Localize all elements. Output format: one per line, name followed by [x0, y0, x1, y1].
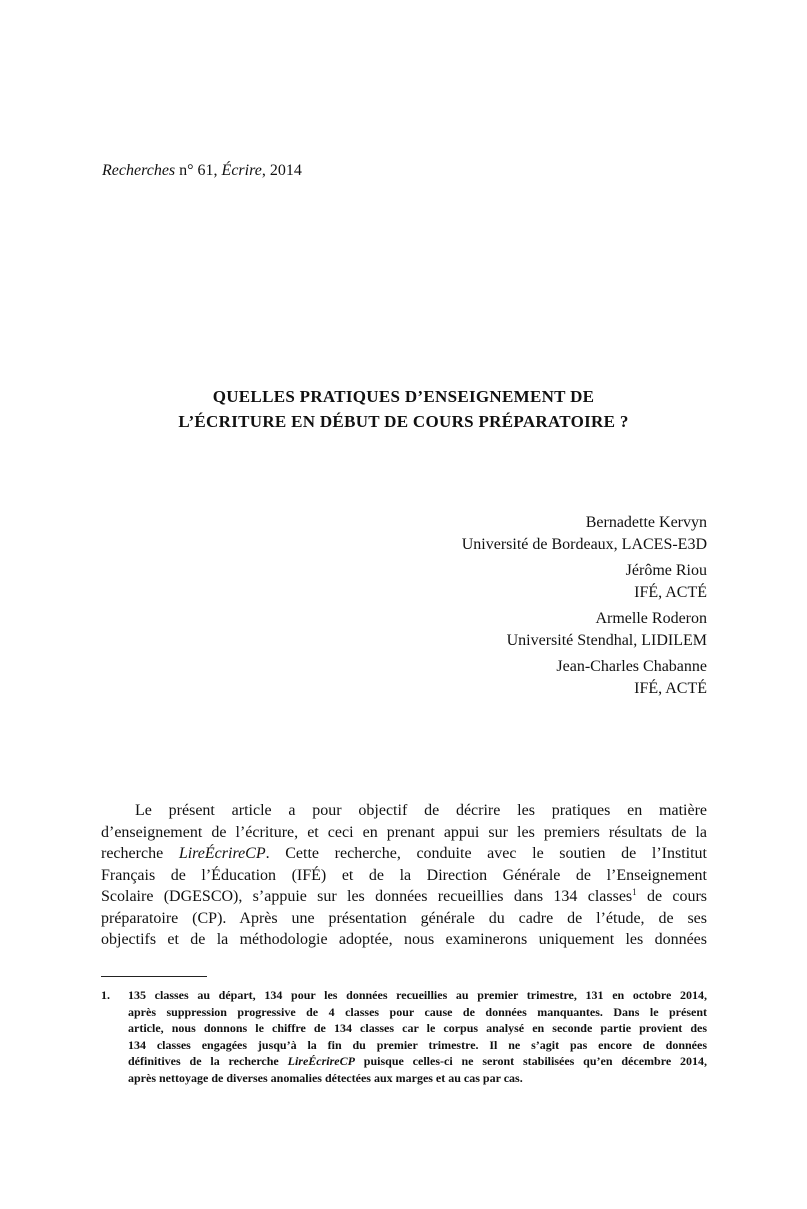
footnote — [101, 987, 707, 1086]
running-header — [102, 162, 302, 180]
footnote-separator — [101, 976, 207, 977]
footnote-text-segment: définitives de la recherche — [128, 1054, 279, 1068]
footnote-line — [128, 1053, 707, 1070]
author-name: Armelle Roderon — [595, 610, 707, 627]
project-name: LireÉcrireCP — [287, 1054, 355, 1068]
footnote-text-segment: puisque celles-ci ne seront stabilisées qu’en décembre 2014, — [354, 1054, 707, 1068]
author-name: Jean-Charles Chabanne — [556, 658, 707, 675]
author-affiliation: Université de Bordeaux, LACES-E3D — [461, 535, 707, 553]
body-line: Français de l’Éducation (IFÉ) et de la Direction Générale de l’Enseignement — [101, 866, 707, 884]
footnote-line: 135 classes au départ, 134 pour les données recueillies au premier trimestre, 131 en octobre 2014, — [128, 988, 707, 1002]
author-affiliation: IFÉ, ACTÉ — [634, 583, 707, 601]
journal-name: Recherches — [102, 162, 176, 179]
body-text-segment: de cours — [636, 888, 707, 905]
body-text-segment: recherche — [101, 845, 164, 862]
body-paragraph — [101, 800, 707, 951]
issue-year: , 2014 — [261, 162, 302, 179]
body-line: Le présent article a pour objectif de décrire les pratiques en matière — [135, 802, 707, 819]
footnote-line: après nettoyage de diverses anomalies détectées aux marges et au cas par cas. — [128, 1070, 523, 1085]
body-line — [101, 843, 707, 865]
footnote-line: 134 classes engagées jusqu’à la fin du premier trimestre. Il ne s’agit pas encore de données — [128, 1037, 707, 1052]
project-name: LireÉcrireCP — [178, 845, 266, 862]
author-block — [207, 608, 707, 651]
author-block — [207, 560, 707, 603]
author-list — [207, 512, 707, 704]
footnote-line: article, nous donnons le chiffre de 134 classes car le corpus analysé en seconde partie provient des — [128, 1021, 707, 1035]
author-affiliation: Université Stendhal, LIDILEM — [506, 631, 707, 649]
author-name: Jérôme Riou — [625, 562, 707, 579]
title-line-2: L’ÉCRITURE EN DÉBUT DE COURS PRÉPARATOIRE ? — [178, 412, 629, 431]
footnote-line: après suppression progressive de 4 classes pour cause de données manquantes. Dans le présent — [128, 1004, 707, 1019]
author-affiliation: IFÉ, ACTÉ — [634, 679, 707, 697]
body-line: préparatoire (CP). Après une présentation générale du cadre de l’étude, de ses — [101, 909, 707, 927]
author-block — [207, 512, 707, 555]
footnote-body — [128, 987, 707, 1086]
article-title — [100, 384, 707, 434]
body-line — [101, 886, 707, 908]
author-name: Bernadette Kervyn — [585, 514, 707, 531]
footnote-marker[interactable]: 1 — [632, 887, 637, 897]
body-text-segment: . Cette recherche, conduite avec le soutien de l’Institut — [265, 845, 707, 862]
issue-number: n° 61, — [179, 162, 218, 179]
title-line-1: QUELLES PRATIQUES D’ENSEIGNEMENT DE — [212, 387, 595, 406]
footnote-number: 1. — [101, 988, 110, 1002]
body-text-segment: Scolaire (DGESCO), s’appuie sur les données recueillies dans 134 classes — [101, 888, 633, 905]
body-line: objectifs et de la méthodologie adoptée, nous examinerons uniquement les données — [101, 931, 707, 948]
author-block — [207, 656, 707, 699]
body-line: d’enseignement de l’écriture, et ceci en prenant appui sur les premiers résultats de la — [101, 823, 707, 841]
issue-theme: Écrire — [221, 162, 262, 179]
